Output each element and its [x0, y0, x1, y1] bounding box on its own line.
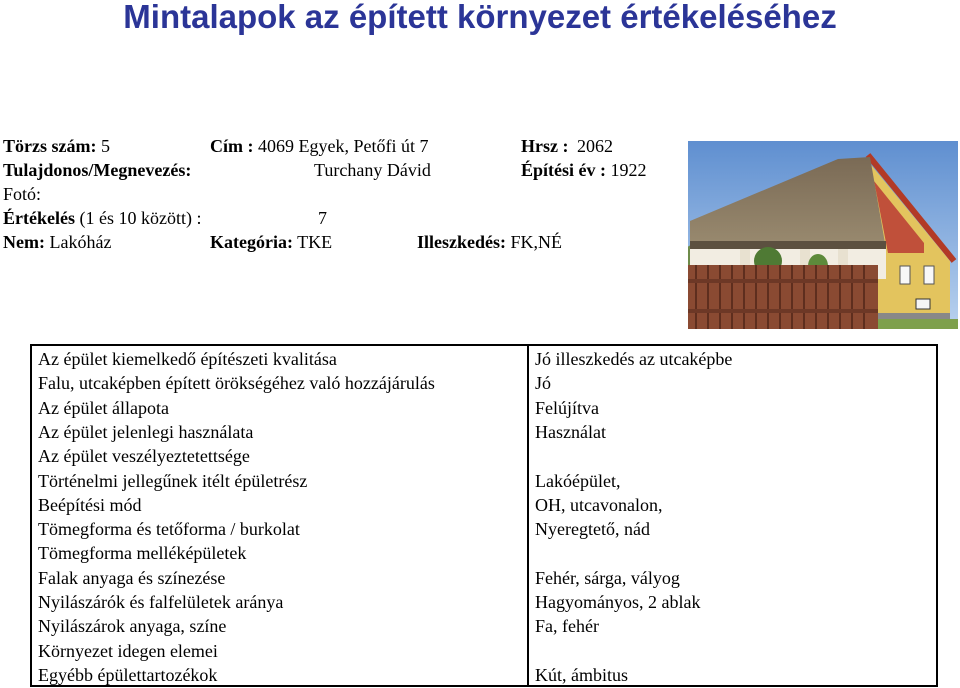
house-photo — [688, 141, 958, 329]
row-value: Lakóépület, — [535, 470, 621, 491]
ertekeles-value: 7 — [318, 208, 327, 228]
row-label: Tömegforma melléképületek — [38, 543, 247, 564]
row-label: Tömegforma és tetőforma / burkolat — [38, 519, 300, 540]
row-label: Az épület állapota — [38, 397, 169, 418]
nem-value: Lakóház — [49, 232, 112, 252]
row-label: Az épület jelenlegi használata — [38, 421, 254, 442]
table-row — [32, 663, 936, 687]
table-row — [32, 396, 936, 420]
torzsszam-label: Törzs szám: — [3, 136, 97, 156]
table-row — [32, 444, 936, 468]
kategoria-value: TKE — [297, 232, 333, 252]
row-value: Kút, ámbitus — [535, 664, 628, 685]
cim-label: Cím : — [210, 136, 254, 156]
illeszkedes-label: Illeszkedés: — [417, 232, 506, 252]
row-value: OH, utcavonalon, — [535, 494, 663, 515]
row-value: Használat — [535, 421, 606, 442]
hrsz-label: Hrsz : — [521, 136, 569, 156]
table-row — [32, 493, 936, 517]
kategoria-field — [210, 231, 332, 253]
table-row — [32, 566, 936, 590]
foto-label: Fotó: — [3, 184, 42, 204]
row-value: Felújítva — [535, 397, 599, 418]
table-row — [32, 347, 936, 371]
row-label: Nyilászárók és falfelületek aránya — [38, 592, 284, 612]
row-value: Hagyományos, 2 ablak — [535, 592, 701, 612]
torzsszam-field — [3, 135, 110, 157]
row-label: Nyilászárok anyaga, színe — [38, 616, 227, 637]
tulajdonos-label: Tulajdonos/Megnevezés: — [3, 160, 192, 180]
table-row — [32, 371, 936, 395]
row-label: Falak anyaga és színezése — [38, 567, 226, 588]
table-row — [32, 639, 936, 663]
table-row — [32, 469, 936, 493]
row-label: Történelmi jellegűnek itélt épületrész — [38, 470, 308, 491]
table-row — [32, 517, 936, 541]
row-value: Nyeregtető, nád — [535, 519, 650, 540]
torzsszam-value: 5 — [100, 136, 110, 156]
cim-value: 4069 Egyek, Petőfi út 7 — [258, 136, 429, 156]
row-value: Jó — [535, 373, 552, 394]
table-row — [32, 614, 936, 638]
ertekeles-label-rest: (1 és 10 között) : — [79, 208, 202, 228]
epitesi-ev-field — [521, 159, 647, 181]
row-label: Beépítési mód — [38, 494, 142, 515]
nem-field — [3, 231, 111, 253]
page-title: Mintalapok az épített környezet értékeléséhez — [123, 0, 837, 35]
nem-label: Nem: — [3, 232, 45, 252]
row-value: Jó illeszkedés az utcaképbe — [535, 349, 733, 369]
table-row — [32, 590, 936, 614]
row-value: Fehér, sárga, vályog — [535, 567, 680, 588]
row-label: Környezet idegen elemei — [38, 640, 218, 661]
hrsz-value: 2062 — [576, 136, 613, 156]
cim-field — [210, 135, 428, 157]
row-label: Az épület veszélyeztetettsége — [38, 446, 250, 467]
illeszkedes-value: FK,NÉ — [510, 232, 563, 252]
row-label: Falu, utcaképben épített örökségéhez való hozzájárulás — [38, 373, 435, 394]
kategoria-label: Kategória: — [210, 232, 293, 252]
illeszkedes-field — [417, 231, 562, 253]
ertekeles-field — [3, 207, 201, 229]
row-label: Az épület kiemelkedő építészeti kvalitása — [38, 349, 337, 369]
tulajdonos-value: Turchany Dávid — [314, 160, 431, 180]
epitesi-ev-label: Építési év : — [521, 160, 606, 180]
row-label: Egyébb épülettartozékok — [38, 664, 218, 685]
epitesi-ev-value: 1922 — [610, 160, 647, 180]
table-row — [32, 420, 936, 444]
hrsz-field — [521, 135, 613, 157]
table-row — [32, 541, 936, 565]
evaluation-table — [30, 344, 938, 687]
ertekeles-label: Értékelés — [3, 208, 75, 228]
row-value: Fa, fehér — [535, 616, 599, 637]
